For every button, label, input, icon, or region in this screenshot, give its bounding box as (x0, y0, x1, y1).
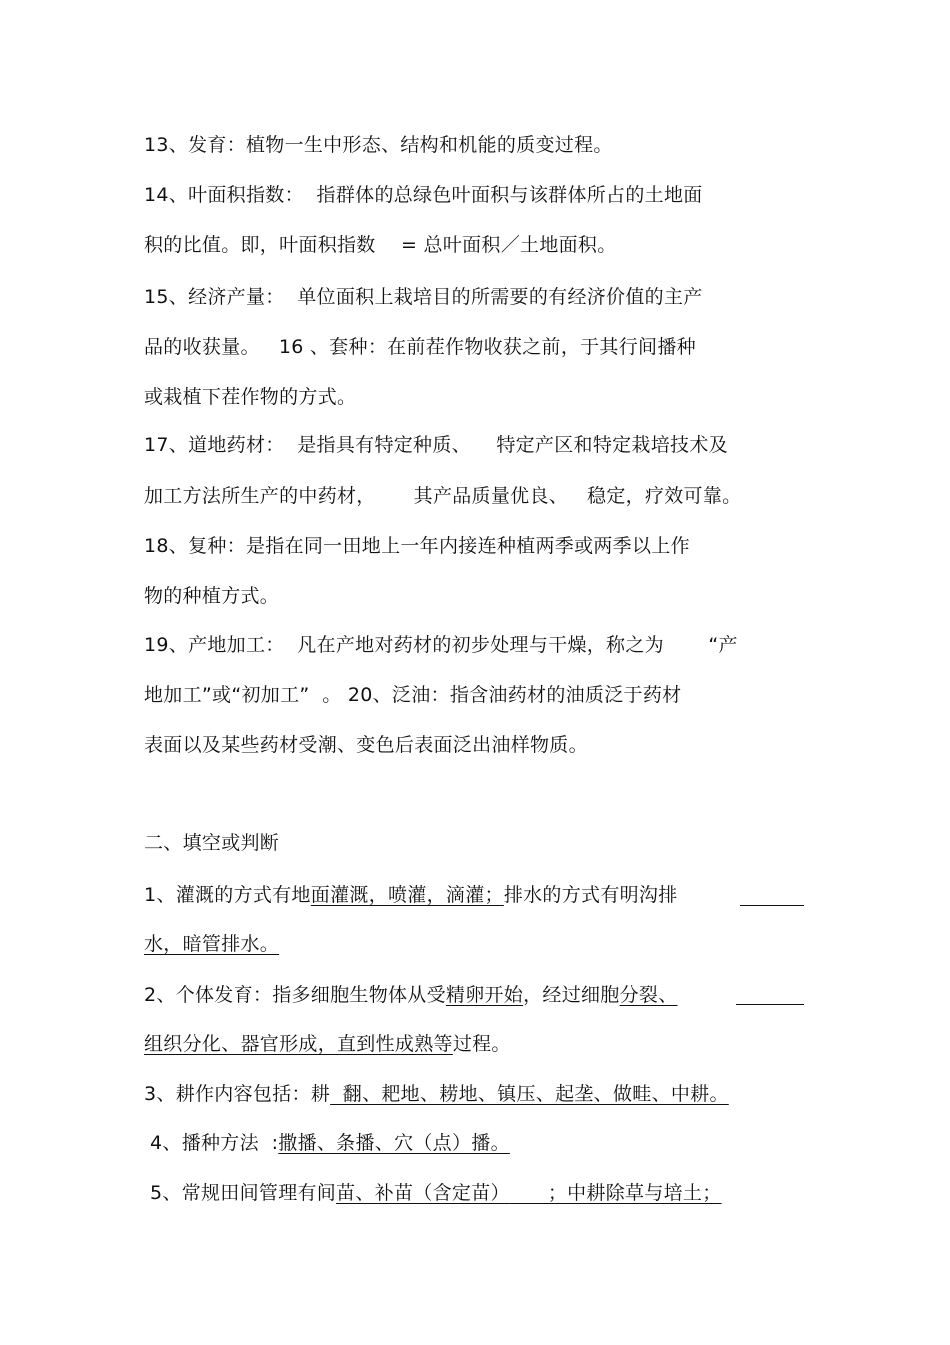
definition-19-20-line: 地加工”或“初加工” 。 20、泛油：指含油药材的油质泛于药材 (144, 684, 682, 706)
section-heading: 二、填空或判断 (144, 832, 280, 854)
fill-item-5-answer-2: ；中耕除草与培土； (509, 1182, 722, 1204)
fill-item-1-answer-2: 水，暗管排水。 (144, 933, 280, 955)
answer-blank-line (736, 1004, 804, 1005)
fill-item-5 (150, 1180, 722, 1206)
fill-item-2-answer-2: 分裂、 (619, 984, 678, 1006)
fill-item-3 (144, 1081, 729, 1107)
fill-item-1-line-1 (144, 882, 678, 908)
fill-item-2-line-1 (144, 982, 678, 1008)
fill-item-4-answer: 撒播、条播、穴（点）播。 (278, 1132, 510, 1154)
fill-item-1-answer: 面灌溉，喷灌，滴灌； (310, 884, 504, 906)
definition-17-line-2: 加工方法所生产的中药材， 其产品质量优良、 稳定，疗效可靠。 (144, 485, 742, 507)
fill-item-3-answer: 翻、耙地、耢地、镇压、起垄、做畦、中耕。 (330, 1083, 729, 1105)
fill-item-5-answer: 苗、补苗（含定苗） (336, 1182, 510, 1204)
fill-item-2-answer-3: 组织分化、器官形成，直到性成熟等 (144, 1033, 453, 1055)
definition-13: 13、发育：植物一生中形态、结构和机能的质变过程。 (144, 134, 613, 156)
definition-14-line-1: 14、叶面积指数： 指群体的总绿色叶面积与该群体所占的土地面 (144, 184, 703, 206)
fill-item-1-line-2 (144, 931, 279, 957)
fill-item-2-text: 2、个体发育：指多细胞生物体从受 (144, 984, 446, 1006)
fill-item-5-text: 5、常规田间管理有间 (150, 1182, 337, 1204)
fill-item-1-text-2: 排水的方式有明沟排 (503, 884, 678, 906)
definition-15-line-1: 15、经济产量： 单位面积上栽培目的所需要的有经济价值的主产 (144, 286, 703, 308)
definition-14-line-2: 积的比值。即，叶面积指数 = 总叶面积／土地面积。 (144, 234, 617, 256)
fill-item-2-answer: 精卵开始 (445, 984, 524, 1006)
fill-item-2-line-2 (144, 1031, 511, 1057)
answer-blank-line (740, 905, 804, 906)
definition-19-line-1: 19、产地加工： 凡在产地对药材的初步处理与干燥，称之为 “产 (144, 634, 738, 656)
definition-20-line-2: 表面以及某些药材受潮、变色后表面泛出油样物质。 (144, 734, 588, 756)
fill-item-1-text: 1、灌溉的方式有地 (144, 884, 311, 906)
fill-item-2-text-2: ，经过细胞 (523, 984, 620, 1006)
definition-18-line-1: 18、复种：是指在同一田地上一年内接连种植两季或两季以上作 (144, 535, 690, 557)
fill-item-4 (150, 1130, 510, 1156)
fill-item-2-text-3: 过程。 (452, 1033, 511, 1055)
definition-15-16-line: 品的收获量。 16 、套种：在前茬作物收获之前，于其行间播种 (144, 336, 696, 358)
definition-16-line-2: 或栽植下茬作物的方式。 (144, 386, 357, 408)
definition-18-line-2: 物的种植方式。 (144, 585, 280, 607)
fill-item-3-text: 3、耕作内容包括：耕 (144, 1083, 331, 1105)
fill-item-4-text: 4、播种方法 : (150, 1132, 279, 1154)
definition-17-line-1: 17、道地药材： 是指具有特定种质、 特定产区和特定栽培技术及 (144, 434, 728, 456)
